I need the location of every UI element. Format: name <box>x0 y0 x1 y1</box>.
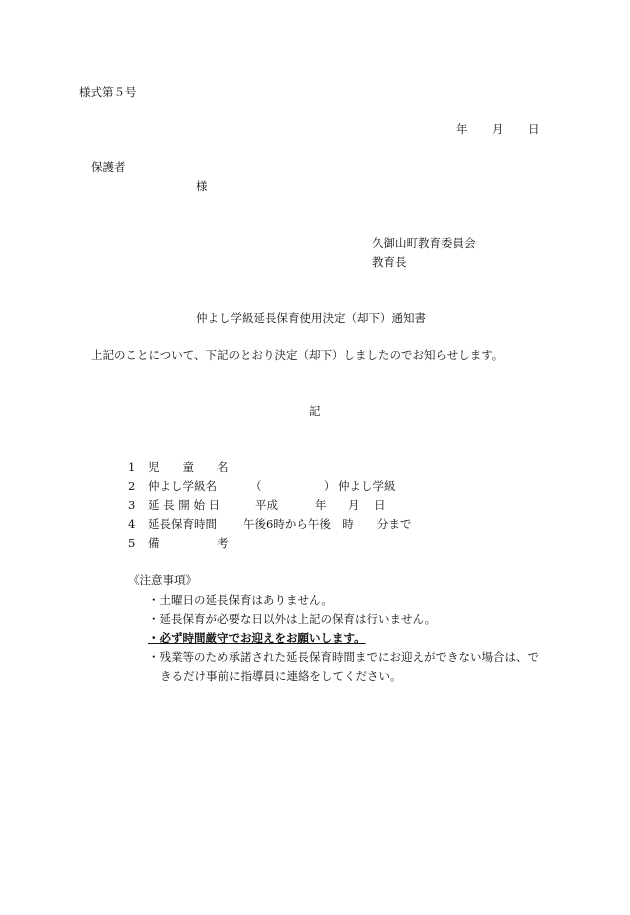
start-month: 月 <box>348 498 360 512</box>
start-year: 年 <box>315 498 327 512</box>
item-label: 児 童 名 <box>148 460 229 474</box>
document-title: 仲よし学級延長保育使用決定（却下）通知書 <box>196 311 426 325</box>
note-item-emphasized: ・必ず時間厳守でお迎えをお願いします。 <box>148 631 366 645</box>
notes-heading: 《注意事項》 <box>128 573 197 587</box>
date-day: 日 <box>528 122 540 136</box>
start-day: 日 <box>374 498 386 512</box>
extension-time-value: 午後6時から午後 時 分まで <box>243 517 412 531</box>
start-era: 平成 <box>255 498 278 512</box>
paren-close: ） <box>324 479 336 493</box>
sender-org: 久御山町教育委員会 <box>372 236 476 250</box>
guardian-label: 保護者 <box>91 160 126 174</box>
paren-open: （ <box>250 479 262 493</box>
note-item: ・土曜日の延長保育はありません。 <box>148 593 333 607</box>
note-item: ・残業等のため承諾された延長保育時間までにお迎えができない場合は、で <box>148 650 539 664</box>
sender-title: 教育長 <box>372 255 407 269</box>
note-item: ・延長保育が必要な日以外は上記の保育は行いません。 <box>148 612 437 626</box>
item-number: 2 <box>128 479 136 493</box>
item-number: 4 <box>128 517 136 531</box>
date-year: 年 <box>456 122 468 136</box>
item-label: 備 考 <box>148 536 229 550</box>
item-label: 仲よし学級名 <box>148 479 217 493</box>
item-label: 延長保育時間 <box>148 517 217 531</box>
item-number: 1 <box>128 460 136 474</box>
intro-text: 上記のことについて、下記のとおり決定（却下）しましたのでお知らせします。 <box>91 348 504 362</box>
item-label: 延 長 開 始 日 <box>148 498 221 512</box>
class-suffix: 仲よし学級 <box>338 479 396 493</box>
item-number: 3 <box>128 498 136 512</box>
item-number: 5 <box>128 536 136 550</box>
form-number: 様式第５号 <box>79 85 137 99</box>
ki-heading: 記 <box>309 404 321 418</box>
note-item-continuation: きるだけ事前に指導員に連絡をしてください。 <box>160 669 402 683</box>
honorific-sama: 様 <box>196 179 208 193</box>
date-month: 月 <box>492 122 504 136</box>
